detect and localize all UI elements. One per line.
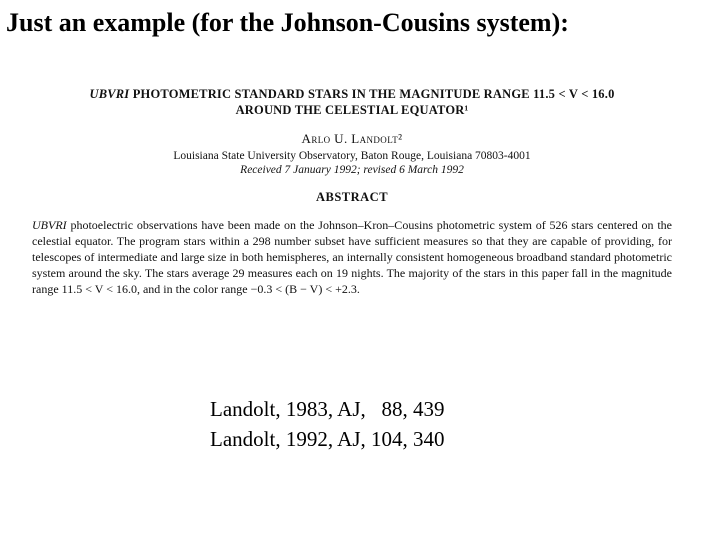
reference-1992: Landolt, 1992, AJ, 104, 340 bbox=[210, 427, 445, 451]
abstract-body bbox=[32, 217, 672, 297]
abstract-text: photoelectric observations have been made on the Johnson–Kron–Cousins photometric system of 526 stars centered on the celestial equator. The program stars within a 298 number subset have sufficient measures so that they are capable of providing, for telescopes of intermediate and large size in both hemispheres, an internally consistent homogeneous broadband standard photometric system around the sky. The stars average 29 measures each on 19 nights. The majority of the stars in this paper fall in the magnitude range 11.5 < V < 16.0, and in the color range −0.3 < (B − V) < +2.3. bbox=[32, 218, 672, 296]
reference-1983: Landolt, 1983, AJ, 88, 439 bbox=[210, 397, 445, 421]
paper-excerpt bbox=[32, 86, 672, 297]
slide-title: Just an example (for the Johnson-Cousins system): bbox=[6, 8, 569, 37]
abstract-heading: ABSTRACT bbox=[315, 190, 389, 204]
paper-title-rest: PHOTOMETRIC STANDARD STARS IN THE MAGNITUDE RANGE 11.5 < V < 16.0 bbox=[129, 87, 615, 101]
paper-title bbox=[32, 86, 672, 118]
paper-affiliation: Louisiana State University Observatory, Baton Rouge, Louisiana 70803-4001 bbox=[173, 150, 531, 162]
abstract-lead: UBVRI bbox=[32, 218, 67, 232]
paper-title-line2: AROUND THE CELESTIAL EQUATOR¹ bbox=[235, 103, 469, 117]
reference-list bbox=[210, 394, 445, 454]
paper-author: Arlo U. Landolt² bbox=[301, 131, 403, 146]
paper-title-lead: UBVRI bbox=[89, 87, 130, 101]
paper-dates: Received 7 January 1992; revised 6 March 1992 bbox=[240, 164, 464, 176]
